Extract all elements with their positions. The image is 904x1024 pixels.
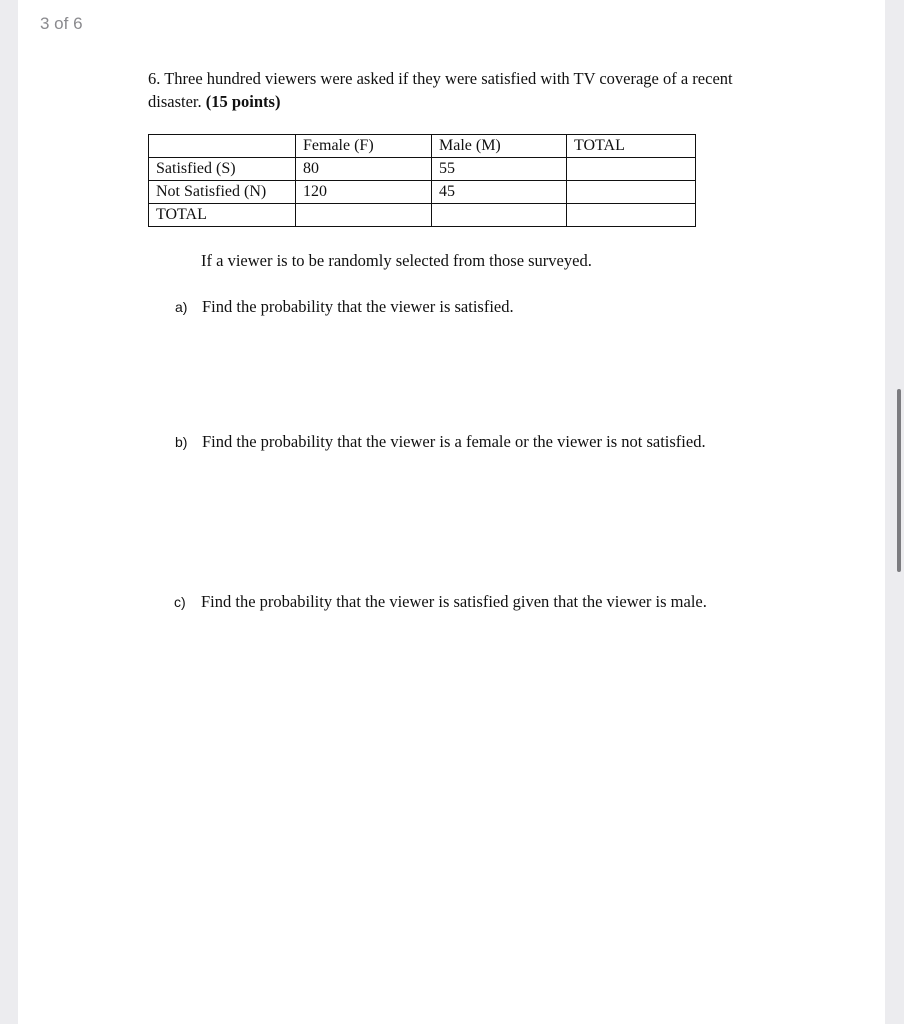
- table-cell: 120: [296, 181, 432, 204]
- contingency-table: [148, 134, 696, 227]
- part-c: [174, 592, 707, 612]
- part-b: [175, 432, 706, 452]
- part-text: Find the probability that the viewer is satisfied given that the viewer is male.: [201, 592, 707, 611]
- part-letter: b): [175, 434, 188, 450]
- table-cell: [567, 158, 696, 181]
- part-text: Find the probability that the viewer is a female or the viewer is not satisfied.: [202, 432, 706, 451]
- page-indicator: 3 of 6: [40, 14, 83, 33]
- question-body: 6. Three hundred viewers were asked if they were satisfied with TV coverage of a recent disaster.: [148, 69, 733, 111]
- table-cell: 80: [296, 158, 432, 181]
- vertical-scrollbar[interactable]: [897, 389, 901, 572]
- table-cell: TOTAL: [149, 204, 296, 227]
- table-cell: [296, 204, 432, 227]
- table-cell: 45: [432, 181, 567, 204]
- part-letter: c): [174, 594, 186, 610]
- table-cell: Not Satisfied (N): [149, 181, 296, 204]
- table-cell: 55: [432, 158, 567, 181]
- table-cell: [432, 204, 567, 227]
- table-header-cell: TOTAL: [567, 135, 696, 158]
- table-row: [149, 204, 696, 227]
- table-cell: [567, 181, 696, 204]
- table-cell: [567, 204, 696, 227]
- part-letter: a): [175, 299, 188, 315]
- table-header-cell: [149, 135, 296, 158]
- table-row: [149, 158, 696, 181]
- table-row: [149, 181, 696, 204]
- table-header-cell: Male (M): [432, 135, 567, 158]
- intro-text: If a viewer is to be randomly selected from those surveyed.: [201, 251, 592, 270]
- table-cell: Satisfied (S): [149, 158, 296, 181]
- question-text: [148, 67, 748, 113]
- part-text: Find the probability that the viewer is satisfied.: [202, 297, 514, 316]
- part-a: [175, 297, 514, 317]
- question-points: (15 points): [205, 92, 281, 111]
- table-header-row: [149, 135, 696, 158]
- table-header-cell: Female (F): [296, 135, 432, 158]
